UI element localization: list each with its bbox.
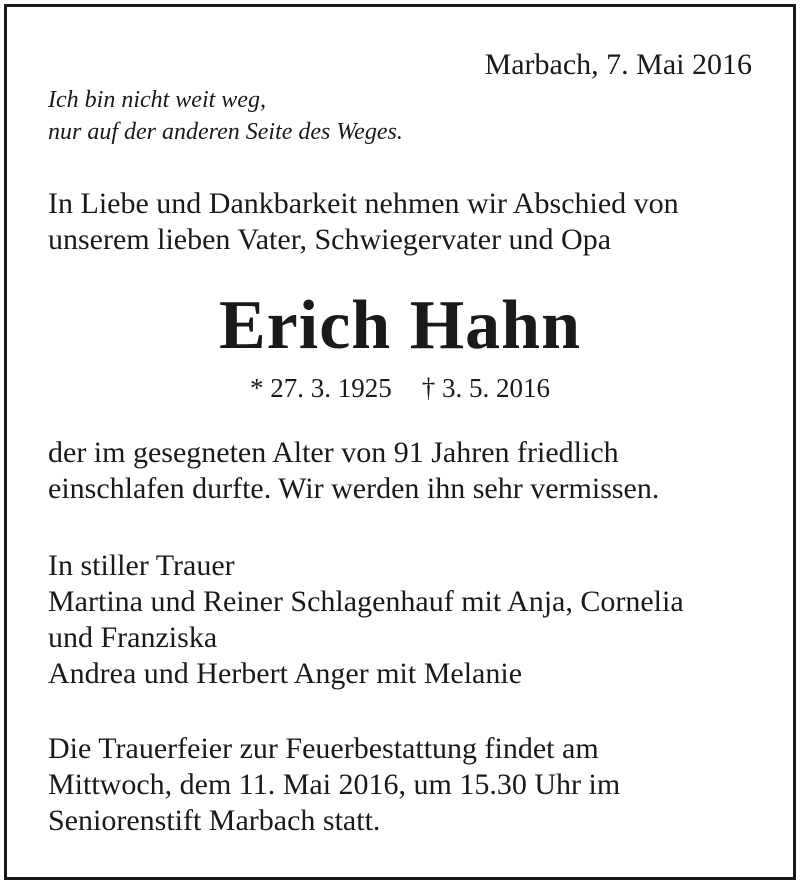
birth-date: * 27. 3. 1925 (250, 373, 392, 403)
passing-line: der im gesegneten Alter von 91 Jahren friedlich (48, 436, 619, 469)
passing-line: einschlafen durfte. Wir werden ihn sehr vermissen. (48, 472, 660, 505)
place-date: Marbach, 7. Mai 2016 (484, 48, 752, 81)
passing-paragraph (48, 435, 659, 507)
motto-quote (48, 84, 403, 148)
funeral-line: Mittwoch, dem 11. Mai 2016, um 15.30 Uhr im (48, 768, 621, 801)
motto-line: nur auf der anderen Seite des Weges. (48, 119, 403, 145)
motto-line: Ich bin nicht weit weg, (48, 87, 266, 113)
funeral-details (48, 731, 620, 839)
deceased-name: Erich Hahn (218, 287, 582, 364)
mourners-line: In stiller Trauer (48, 549, 235, 582)
mourners-line: Martina und Reiner Schlagenhauf mit Anja, Cornelia (48, 585, 684, 618)
mourners-line: Andrea und Herbert Anger mit Melanie (48, 657, 523, 690)
mourners-list (48, 548, 684, 692)
death-date: † 3. 5. 2016 (421, 373, 550, 403)
intro-line: unserem lieben Vater, Schwiegervater und Opa (48, 223, 612, 256)
funeral-line: Seniorenstift Marbach statt. (48, 804, 381, 837)
life-dates (0, 370, 800, 406)
funeral-line: Die Trauerfeier zur Feuerbestattung findet am (48, 732, 599, 765)
intro-line: In Liebe und Dankbarkeit nehmen wir Abschied von (48, 187, 679, 220)
intro-paragraph (48, 186, 679, 258)
mourners-line: und Franziska (48, 621, 218, 654)
